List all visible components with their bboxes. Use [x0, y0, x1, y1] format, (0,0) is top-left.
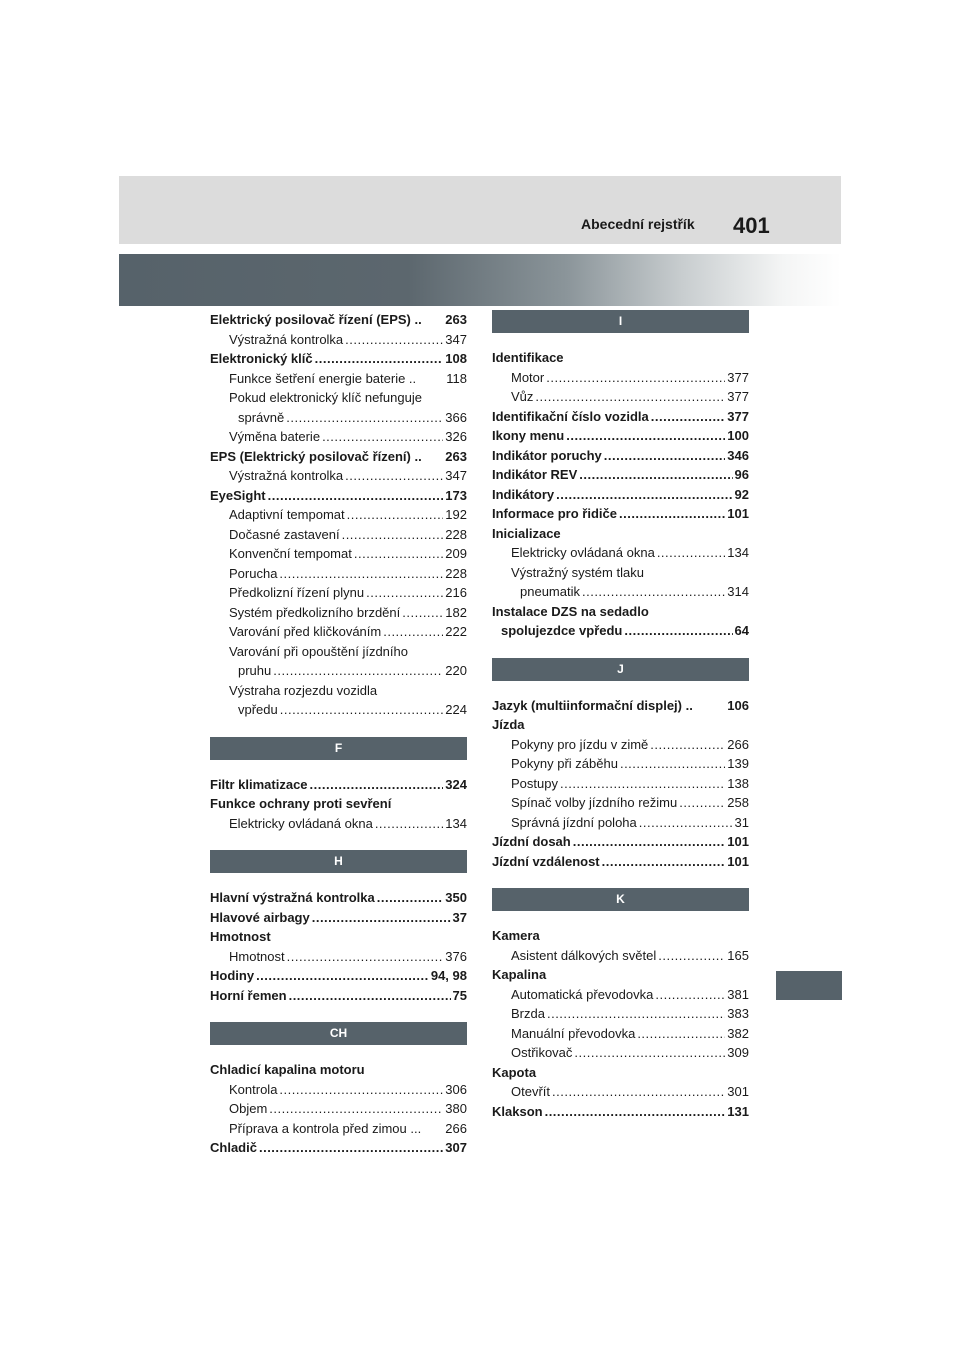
leader-dots [287, 947, 444, 967]
leader-dots [679, 793, 725, 813]
entry-text: Objem [229, 1101, 268, 1116]
leader-dots [637, 1024, 725, 1044]
index-entry [492, 1063, 749, 1083]
entry-text: Elektricky ovládaná okna [229, 815, 373, 831]
entry-text: Hmotnost [229, 948, 285, 964]
entry-text: pruhu [238, 663, 272, 678]
leader-dots [556, 485, 732, 505]
entry-text: Funkce ochrany proti sevření [210, 796, 392, 811]
entry-page: 382 [727, 1025, 749, 1041]
entry-page: 216 [445, 585, 467, 600]
entry-text: Filtr klimatizace [210, 776, 308, 792]
index-entry [210, 466, 467, 486]
entry-text: Indikátory [492, 486, 555, 502]
entry-text: Brzda [511, 1006, 545, 1021]
entry-page: 182 [445, 604, 467, 620]
index-entry [210, 1080, 467, 1100]
entry-text: Jízdní dosah [492, 834, 571, 849]
section-letter-bar [492, 888, 749, 911]
index-entry [492, 696, 749, 716]
section-letter: H [334, 854, 343, 868]
entry-text: Spínač volby jízdního režimu [511, 795, 678, 810]
index-entry [492, 465, 749, 485]
leader-dots [289, 986, 451, 1006]
index-entry [492, 348, 749, 368]
index-entry [210, 794, 467, 814]
leader-dots [377, 888, 444, 908]
entry-text: Klakson [492, 1103, 543, 1119]
entry-text: Výstražná kontrolka [229, 468, 344, 483]
leader-dots [383, 622, 443, 642]
index-entry [210, 1060, 467, 1080]
entry-text: Horní řemen [210, 987, 287, 1003]
entry-page: 209 [445, 546, 467, 561]
entry-text: Elektricky ovládaná okna [511, 545, 655, 560]
entry-page: 366 [445, 409, 467, 425]
entry-text: Motor [511, 369, 545, 385]
index-entry [210, 603, 467, 623]
entry-text: vpředu [238, 702, 278, 717]
entry-text: Příprava a kontrola před zimou ... [229, 1120, 422, 1136]
leader-dots [273, 661, 443, 681]
index-entry [492, 735, 749, 755]
leader-dots [347, 505, 444, 525]
entry-page: 173 [445, 487, 467, 503]
entry-text: Elektronický klíč [210, 351, 313, 366]
entry-page: 94, 98 [430, 968, 467, 983]
entry-page: 131 [727, 1103, 749, 1119]
entry-text: Kapota [492, 1064, 537, 1080]
leader-dots [639, 813, 733, 833]
entry-text: Jízda [492, 717, 525, 732]
entry-page: 75 [452, 987, 467, 1003]
index-entry [210, 814, 467, 834]
index-entry [492, 1082, 749, 1102]
entry-page: 324 [445, 776, 467, 792]
leader-dots [315, 349, 444, 369]
leader-dots [620, 754, 725, 774]
index-entry [492, 563, 749, 583]
entry-page: 347 [445, 331, 467, 347]
leader-dots [280, 700, 444, 720]
entry-page: 263 [445, 448, 467, 464]
index-entry [210, 642, 467, 662]
entry-text: Dočasné zastavení [229, 526, 340, 542]
index-entry [492, 504, 749, 524]
entry-page: 134 [727, 545, 749, 560]
entry-page: 263 [445, 312, 467, 327]
leader-dots [552, 1082, 725, 1102]
index-entry [210, 908, 467, 928]
section-letter: CH [329, 1026, 348, 1040]
entry-text: Manuální převodovka [511, 1025, 636, 1041]
entry-text: Porucha [229, 565, 278, 581]
entry-text: Vůz [511, 389, 534, 404]
leader-dots [279, 1080, 443, 1100]
header-title: Abecední rejstřík [581, 216, 695, 232]
index-entry [492, 485, 749, 505]
entry-text: Systém předkolizního brzdění [229, 604, 401, 620]
index-entry [492, 926, 749, 946]
leader-dots [574, 1043, 725, 1063]
index-entry [492, 774, 749, 794]
entry-page: 306 [445, 1081, 467, 1097]
section-letter-bar [210, 1022, 467, 1045]
entry-text: Pokyny při záběhu [511, 756, 618, 771]
entry-text: Správná jízdní poloha [511, 814, 637, 830]
entry-page: 347 [445, 468, 467, 483]
index-entry [210, 888, 467, 908]
entry-text: Hlavové airbagy [210, 909, 310, 925]
entry-page: 350 [445, 890, 467, 905]
index-entry [492, 446, 749, 466]
leader-dots [322, 427, 443, 447]
entry-page: 108 [445, 351, 467, 366]
entry-page: 118 [446, 370, 467, 386]
entry-text: Hodiny [210, 968, 255, 983]
entry-text: Hmotnost [210, 929, 271, 944]
entry-page: 228 [445, 526, 467, 542]
leader-dots [655, 985, 725, 1005]
index-entry [210, 427, 467, 447]
leader-dots [269, 1099, 443, 1119]
entry-page: 106 [727, 697, 749, 713]
leader-dots [345, 330, 443, 350]
entry-page: 139 [727, 756, 749, 771]
entry-page: 383 [727, 1006, 749, 1021]
index-entry [210, 947, 467, 967]
entry-text: Chladicí kapalina motoru [210, 1062, 365, 1077]
entry-text: Ikony menu [492, 428, 565, 443]
leader-dots [560, 774, 725, 794]
index-entry [210, 986, 467, 1006]
section-letter: F [334, 740, 343, 755]
entry-text: Automatická převodovka [511, 986, 654, 1002]
index-entry [492, 1024, 749, 1044]
entry-page: 377 [727, 408, 749, 424]
index-entry [210, 927, 467, 947]
index-entry [210, 369, 467, 389]
page-number: 401 [733, 213, 770, 238]
section-letter-bar [492, 658, 749, 681]
entry-page: 134 [445, 815, 467, 831]
section-letter-bar [210, 850, 467, 873]
index-entry [210, 622, 467, 642]
leader-dots [579, 465, 732, 485]
entry-page: 101 [727, 506, 749, 521]
leader-dots [268, 486, 444, 506]
entry-text: Elektrický posilovač řízení (EPS) .. [210, 312, 422, 327]
entry-text: Informace pro řidiče [492, 506, 617, 521]
index-entry [492, 832, 749, 852]
entry-page: 258 [727, 795, 749, 810]
entry-text: Inicializace [492, 525, 561, 541]
entry-page: 377 [727, 389, 749, 404]
leader-dots [651, 407, 726, 427]
entry-text: správně [238, 409, 285, 425]
leader-dots [658, 946, 725, 966]
leader-dots [573, 832, 726, 852]
entry-page: 92 [734, 486, 749, 502]
leader-dots [566, 426, 725, 446]
leader-dots [547, 1004, 725, 1024]
index-entry [210, 583, 467, 603]
entry-text: Funkce šetření energie baterie .. [229, 370, 417, 386]
entry-page: 220 [445, 663, 467, 678]
entry-page: 192 [445, 507, 467, 522]
entry-text: Kapalina [492, 967, 547, 982]
entry-text: Varování před kličkováním [229, 624, 382, 639]
leader-dots [582, 582, 725, 602]
entry-page: 346 [727, 447, 749, 463]
entry-text: Pokyny pro jízdu v zimě [511, 736, 649, 752]
entry-page: 307 [445, 1140, 467, 1155]
index-entry [492, 426, 749, 446]
entry-text: Varování při opouštění jízdního [229, 643, 408, 659]
leader-dots [259, 1138, 443, 1158]
entry-text: Identifikace [492, 350, 564, 365]
entry-text: Hlavní výstražná kontrolka [210, 890, 375, 905]
section-tab [776, 971, 842, 1000]
entry-page: 31 [734, 814, 749, 830]
entry-text: Indikátor poruchy [492, 447, 602, 463]
entry-text: Postupy [511, 775, 558, 791]
index-entry [210, 388, 467, 408]
entry-text: Konvenční tempomat [229, 546, 352, 561]
leader-dots [535, 387, 725, 407]
index-entry [492, 524, 749, 544]
index-entry [492, 965, 749, 985]
index-entry [492, 621, 749, 641]
index-entry [492, 368, 749, 388]
entry-page: 266 [445, 1120, 467, 1136]
leader-dots [402, 603, 443, 623]
index-column-right [492, 310, 749, 1121]
entry-page: 376 [445, 948, 467, 964]
leader-dots [650, 735, 725, 755]
index-entry [492, 715, 749, 735]
entry-text: Asistent dálkových světel [511, 947, 657, 963]
index-column-left [210, 310, 467, 1158]
entry-text: Jízdní vzdálenost [492, 853, 600, 869]
index-entry [210, 310, 467, 330]
index-entry [210, 700, 467, 720]
index-entry [492, 813, 749, 833]
index-entry [492, 387, 749, 407]
index-entry [210, 661, 467, 681]
entry-page: 224 [445, 702, 467, 717]
leader-dots [619, 504, 725, 524]
entry-text: Předkolizní řízení plynu [229, 585, 365, 600]
section-letter: J [617, 661, 624, 676]
section-letter-bar [210, 737, 467, 760]
leader-dots [624, 621, 732, 641]
entry-page: 266 [727, 736, 749, 752]
entry-page: 64 [734, 623, 749, 638]
entry-page: 380 [445, 1101, 467, 1116]
leader-dots [286, 408, 443, 428]
leader-dots [279, 564, 443, 584]
entry-page: 301 [727, 1084, 749, 1099]
entry-text: spolujezdce vpředu [501, 623, 623, 638]
leader-dots [366, 583, 443, 603]
leader-dots [602, 852, 726, 872]
entry-page: 377 [727, 369, 749, 385]
index-entry [492, 793, 749, 813]
leader-dots [545, 1102, 726, 1122]
leader-dots [604, 446, 726, 466]
entry-text: EyeSight [210, 487, 266, 503]
leader-dots [657, 543, 725, 563]
gradient-band [119, 254, 841, 306]
entry-page: 165 [727, 947, 749, 963]
leader-dots [546, 368, 725, 388]
index-entry [210, 486, 467, 506]
entry-page: 138 [727, 775, 749, 791]
entry-text: Výstražný systém tlaku [511, 564, 644, 580]
leader-dots [256, 966, 429, 986]
index-entry [492, 582, 749, 602]
leader-dots [345, 466, 443, 486]
section-letter-bar [492, 310, 749, 333]
index-entry [492, 754, 749, 774]
entry-page: 309 [727, 1045, 749, 1060]
entry-page: 37 [452, 909, 467, 925]
entry-text: Výměna baterie [229, 429, 321, 444]
entry-page: 228 [445, 565, 467, 581]
entry-text: Otevřít [511, 1084, 551, 1099]
entry-text: Adaptivní tempomat [229, 507, 345, 522]
entry-text: Indikátor REV [492, 467, 578, 482]
leader-dots [310, 775, 444, 795]
section-letter: I [618, 314, 623, 328]
index-entry [210, 525, 467, 545]
entry-page: 222 [445, 624, 467, 639]
entry-page: 381 [727, 986, 749, 1002]
entry-page: 314 [727, 584, 749, 599]
leader-dots [375, 814, 443, 834]
entry-text: Identifikační číslo vozidla [492, 408, 649, 424]
index-entry [210, 564, 467, 584]
index-entry [492, 985, 749, 1005]
leader-dots [354, 544, 443, 564]
index-entry [210, 544, 467, 564]
entry-text: Pokud elektronický klíč nefunguje [229, 390, 422, 405]
index-entry [210, 966, 467, 986]
entry-text: Jazyk (multiinformační displej) .. [492, 697, 693, 713]
entry-text: Výstražná kontrolka [229, 331, 344, 347]
entry-text: EPS (Elektrický posilovač řízení) .. [210, 448, 422, 464]
entry-text: Kamera [492, 928, 540, 943]
index-entry [210, 1099, 467, 1119]
entry-page: 101 [727, 853, 749, 869]
index-entry [492, 946, 749, 966]
leader-dots [342, 525, 444, 545]
index-entry [210, 408, 467, 428]
entry-text: Instalace DZS na sedadlo [492, 603, 649, 619]
entry-text: Výstraha rozjezdu vozidla [229, 682, 378, 698]
index-entry [492, 602, 749, 622]
index-entry [210, 775, 467, 795]
entry-text: Ostřikovač [511, 1045, 573, 1060]
index-entry [210, 1119, 467, 1139]
index-entry [210, 330, 467, 350]
entry-text: pneumatik [520, 584, 580, 599]
section-letter: K [616, 892, 625, 906]
index-entry [210, 1138, 467, 1158]
index-entry [492, 407, 749, 427]
leader-dots [312, 908, 451, 928]
index-entry [210, 447, 467, 467]
index-entry [210, 349, 467, 369]
entry-page: 101 [727, 834, 749, 849]
entry-text: Kontrola [229, 1081, 278, 1097]
index-entry [492, 1043, 749, 1063]
index-entry [210, 505, 467, 525]
index-entry [210, 681, 467, 701]
entry-page: 326 [445, 429, 467, 444]
index-entry [492, 1102, 749, 1122]
entry-page: 96 [734, 467, 749, 482]
entry-text: Chladič [210, 1140, 257, 1155]
index-entry [492, 852, 749, 872]
entry-page: 100 [727, 428, 749, 443]
index-entry [492, 543, 749, 563]
index-entry [492, 1004, 749, 1024]
